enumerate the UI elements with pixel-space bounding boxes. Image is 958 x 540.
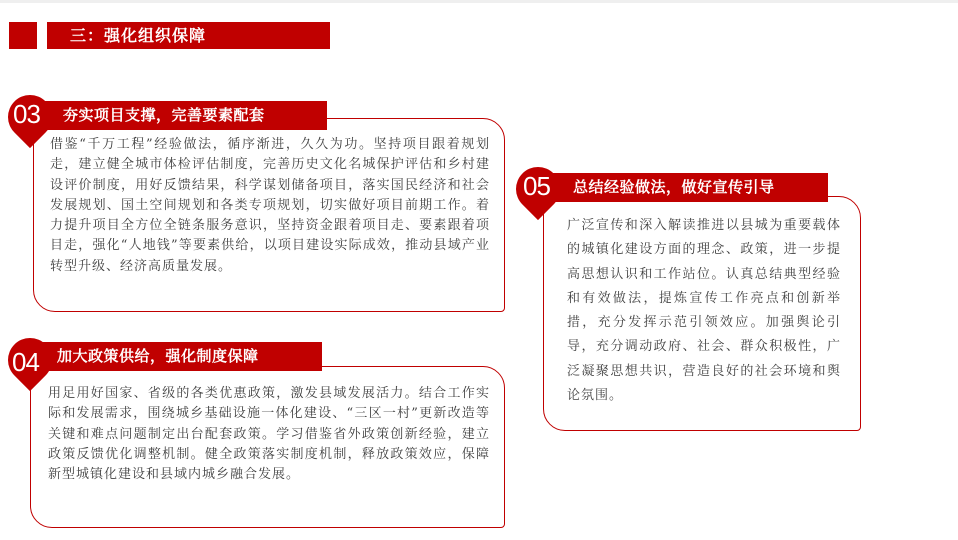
section-05-title: 总结经验做法，做好宣传引导 xyxy=(537,173,828,202)
top-divider xyxy=(0,0,958,3)
page-title: 三：强化组织保障 xyxy=(70,26,207,45)
section-03-title: 夯实项目支撑，完善要素配套 xyxy=(30,101,327,130)
section-05-body: 广泛宣传和深入解读推进以县城为重要载体的城镇化建设方面的理念、政策，进一步提高思想认识和工作站位。认真总结典型经验和有效做法，提炼宣传工作亮点和创新举措，充分发挥示范引领效应。加强舆论引导，充分调动政府、社会、群众积极性，广泛凝聚思想共识，营造良好的社会环境和舆论氛围。 xyxy=(567,218,841,404)
title-marker xyxy=(9,22,37,49)
section-03-number: 03 xyxy=(13,99,40,129)
section-04-title: 加大政策供给，强化制度保障 xyxy=(30,342,322,371)
section-05-number: 05 xyxy=(523,171,550,201)
section-03-body: 借鉴“千万工程”经验做法，循序渐进，久久为功。坚持项目跟着规划走，建立健全城市体检评估制度，完善历史文化名城保护评估和乡村建设评价制度，用好反馈结果，科学谋划储备项目，落实国民经济和社会发展规划、国土空间规划和各类专项规划，切实做好项目前期工作。着力提升项目全方位全链条服务意识，坚持资金跟着项目走、要素跟着项目走，强化“人地钱”等要素供给，以项目建设实际成效，推动县域产业转型升级、经济高质量发展。 xyxy=(50,137,490,274)
section-04-body: 用足用好国家、省级的各类优惠政策，激发县域发展活力。结合工作实际和发展需求，围绕城乡基础设施一体化建设、“三区一村”更新改造等关键和难点问题制定出台配套政策。学习借鉴省外政策创新经验，建立政策反馈优化调整机制。健全政策落实制度机制，释放政策效应，保障新型城镇化建设和县域内城乡融合发展。 xyxy=(48,386,490,483)
section-04-number: 04 xyxy=(12,347,39,377)
